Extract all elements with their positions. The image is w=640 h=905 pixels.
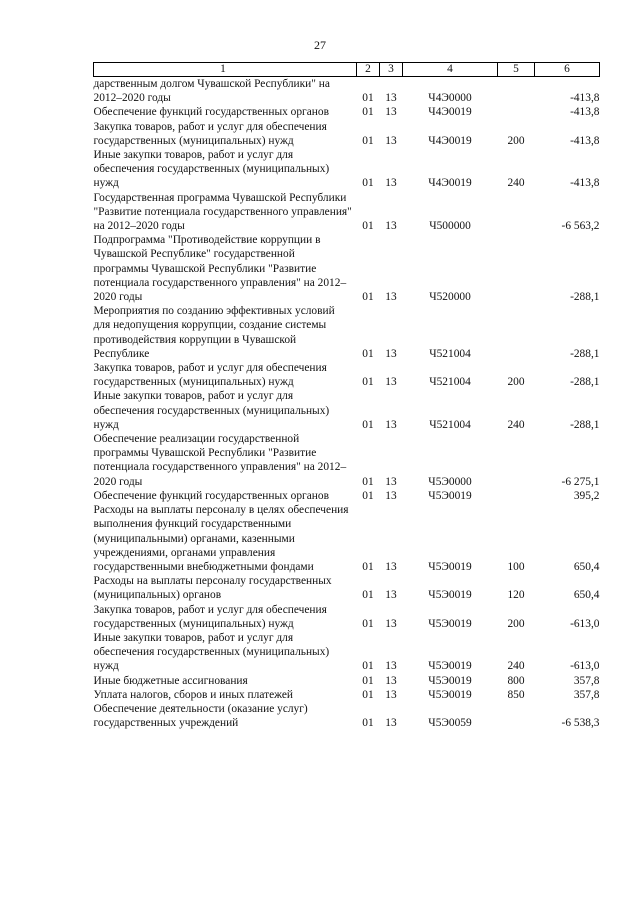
row-subsection: 13: [385, 177, 397, 190]
row-expense-type: 100: [507, 560, 525, 573]
table-row: [94, 674, 600, 688]
row-amount: -288,1: [570, 347, 600, 360]
table-row: [94, 688, 600, 702]
row-target-code: Ч4Э0000: [428, 92, 472, 105]
table-row: [94, 574, 600, 602]
header-col-2: 2: [357, 63, 380, 77]
row-section: 01: [362, 688, 374, 701]
table-row: [94, 603, 600, 631]
row-name: Мероприятия по созданию эффективных условий для недопущения коррупции, создание системы противодействия коррупции в Чувашской Республике: [93, 305, 335, 360]
row-amount: -6 538,3: [561, 717, 600, 730]
row-name: Подпрограмма "Противодействие коррупции в Чувашской Республике" государственной программы Чувашской Республики "Развитие потенциала государственного управления" на 2012–2020 годы: [93, 234, 347, 304]
row-expense-type: 200: [507, 617, 525, 630]
table-row: [94, 489, 600, 503]
table-row: [94, 361, 600, 389]
row-subsection: 13: [385, 376, 397, 389]
row-section: 01: [362, 92, 374, 105]
row-target-code: Ч521004: [429, 376, 471, 389]
row-expense-type: [498, 432, 535, 489]
row-amount: 650,4: [573, 560, 600, 573]
row-target-code: Ч5Э0019: [428, 589, 472, 602]
row-subsection: 13: [385, 660, 397, 673]
table-row: [94, 702, 600, 730]
row-name: Расходы на выплаты персоналу государственных (муниципальных) органов: [93, 575, 332, 602]
row-name: Закупка товаров, работ и услуг для обеспечения государственных (муниципальных) нужд: [93, 120, 327, 147]
row-subsection: 13: [385, 560, 397, 573]
row-expense-type: [498, 105, 535, 119]
row-target-code: Ч4Э0019: [428, 134, 472, 147]
table-row: [94, 432, 600, 489]
row-amount: -6 563,2: [561, 220, 600, 233]
table-header-row: [94, 63, 600, 77]
row-amount: 357,8: [573, 688, 600, 701]
row-subsection: 13: [385, 717, 397, 730]
row-subsection: 13: [385, 347, 397, 360]
header-col-6: 6: [535, 63, 600, 77]
row-target-code: Ч4Э0019: [428, 106, 472, 119]
row-expense-type: 240: [507, 177, 525, 190]
table-row: [94, 503, 600, 574]
row-expense-type: 240: [507, 418, 525, 431]
row-section: 01: [362, 560, 374, 573]
table-row: [94, 233, 600, 304]
header-col-3: 3: [380, 63, 403, 77]
row-name: Закупка товаров, работ и услуг для обеспечения государственных (муниципальных) нужд: [93, 603, 327, 630]
row-amount: -288,1: [570, 291, 600, 304]
row-expense-type: [498, 233, 535, 304]
row-amount: 650,4: [573, 589, 600, 602]
row-section: 01: [362, 617, 374, 630]
row-name: Обеспечение функций государственных органов: [93, 106, 329, 119]
row-target-code: Ч5Э0019: [428, 560, 472, 573]
row-subsection: 13: [385, 475, 397, 488]
row-section: 01: [362, 418, 374, 431]
row-subsection: 13: [385, 418, 397, 431]
row-expense-type: 120: [507, 589, 525, 602]
row-amount: -288,1: [570, 418, 600, 431]
table-row: [94, 77, 600, 106]
row-name: Обеспечение деятельности (оказание услуг) государственных учреждений: [93, 702, 308, 730]
row-amount: -613,0: [570, 617, 600, 630]
table-row: [94, 105, 600, 119]
row-amount: -288,1: [570, 376, 600, 389]
budget-table: [93, 62, 600, 730]
row-name: Расходы на выплаты персоналу в целях обеспечения выполнения функций государственными (муниципальными) органами, казенными учреждениями, органами управления государственными внебюджетными фондами: [93, 504, 349, 573]
row-section: 01: [362, 717, 374, 730]
row-subsection: 13: [385, 617, 397, 630]
row-target-code: Ч520000: [429, 291, 471, 304]
row-name: Закупка товаров, работ и услуг для обеспечения государственных (муниципальных) нужд: [93, 362, 327, 389]
table-row: [94, 389, 600, 432]
row-expense-type: 240: [507, 660, 525, 673]
row-section: 01: [362, 589, 374, 602]
row-subsection: 13: [385, 589, 397, 602]
row-target-code: Ч4Э0019: [428, 177, 472, 190]
row-section: 01: [362, 177, 374, 190]
row-subsection: 13: [385, 134, 397, 147]
row-expense-type: [498, 489, 535, 503]
row-expense-type: 200: [507, 134, 525, 147]
row-section: 01: [362, 376, 374, 389]
row-name: Обеспечение реализации государственной программы Чувашской Республики "Развитие потенциала государственного управления" на 2012–2020 годы: [93, 433, 347, 488]
row-expense-type: [498, 77, 535, 106]
row-amount: -613,0: [570, 660, 600, 673]
row-expense-type: 850: [507, 688, 525, 701]
row-expense-type: 800: [507, 674, 525, 687]
row-name: Уплата налогов, сборов и иных платежей: [93, 688, 293, 701]
row-section: 01: [362, 660, 374, 673]
row-subsection: 13: [385, 489, 397, 502]
row-amount: 357,8: [573, 674, 600, 687]
row-amount: -413,8: [570, 134, 600, 147]
table-row: [94, 148, 600, 191]
row-target-code: Ч521004: [429, 418, 471, 431]
row-amount: -413,8: [570, 92, 600, 105]
row-amount: -6 275,1: [561, 475, 600, 488]
row-name: Иные закупки товаров, работ и услуг для обеспечения государственных (муниципальных) нужд: [93, 390, 330, 431]
row-name: Иные бюджетные ассигнования: [93, 674, 248, 687]
page-number: 27: [314, 38, 326, 52]
row-name: Государственная программа Чувашской Республики "Развитие потенциала государственного управления" на 2012–2020 годы: [93, 191, 352, 233]
header-col-1: 1: [94, 63, 357, 77]
row-target-code: Ч500000: [429, 220, 471, 233]
row-amount: -413,8: [570, 106, 600, 119]
row-target-code: Ч521004: [429, 347, 471, 360]
row-section: 01: [362, 291, 374, 304]
row-subsection: 13: [385, 291, 397, 304]
row-section: 01: [362, 475, 374, 488]
row-section: 01: [362, 106, 374, 119]
row-target-code: Ч5Э0019: [428, 660, 472, 673]
row-subsection: 13: [385, 106, 397, 119]
row-expense-type: [498, 191, 535, 234]
row-expense-type: [498, 304, 535, 361]
row-name: Обеспечение функций государственных органов: [93, 489, 329, 502]
row-amount: 395,2: [573, 489, 600, 502]
row-expense-type: 200: [507, 376, 525, 389]
row-name: дарственным долгом Чувашской Республики" на 2012–2020 годы: [93, 78, 330, 105]
row-subsection: 13: [385, 92, 397, 105]
table-row: [94, 120, 600, 148]
row-target-code: Ч5Э0019: [428, 617, 472, 630]
header-col-4: 4: [403, 63, 498, 77]
row-section: 01: [362, 489, 374, 502]
row-amount: -413,8: [570, 177, 600, 190]
row-section: 01: [362, 674, 374, 687]
row-subsection: 13: [385, 220, 397, 233]
row-name: Иные закупки товаров, работ и услуг для обеспечения государственных (муниципальных) нужд: [93, 149, 330, 190]
row-target-code: Ч5Э0059: [428, 717, 472, 730]
row-target-code: Ч5Э0000: [428, 475, 472, 488]
row-name: Иные закупки товаров, работ и услуг для обеспечения государственных (муниципальных) нужд: [93, 631, 330, 673]
row-target-code: Ч5Э0019: [428, 674, 472, 687]
row-subsection: 13: [385, 688, 397, 701]
row-section: 01: [362, 347, 374, 360]
table-row: [94, 631, 600, 674]
row-subsection: 13: [385, 674, 397, 687]
table-row: [94, 191, 600, 234]
row-section: 01: [362, 134, 374, 147]
table-row: [94, 304, 600, 361]
row-section: 01: [362, 220, 374, 233]
row-target-code: Ч5Э0019: [428, 489, 472, 502]
header-col-5: 5: [498, 63, 535, 77]
row-expense-type: [498, 702, 535, 730]
table-body: [94, 77, 600, 731]
row-target-code: Ч5Э0019: [428, 688, 472, 701]
